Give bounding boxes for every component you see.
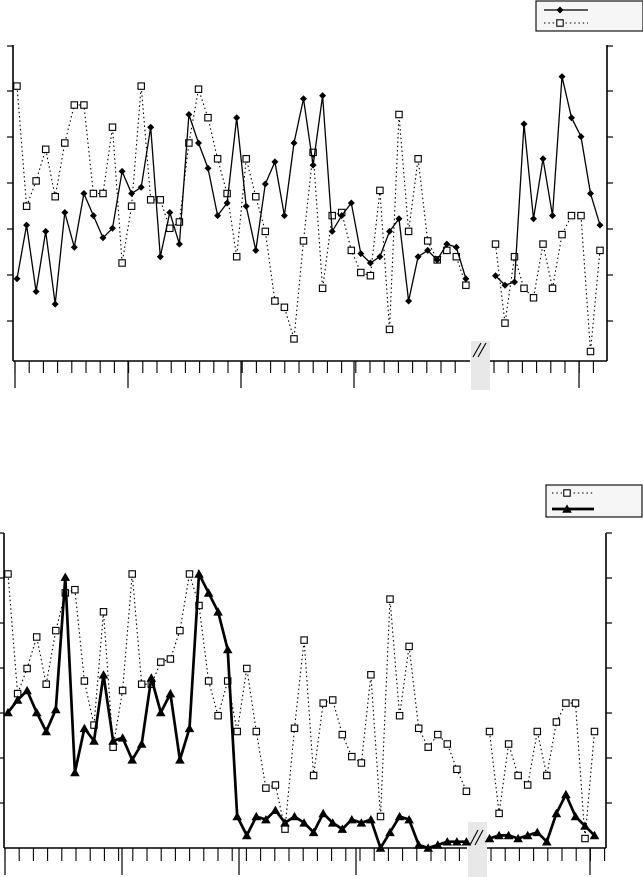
top-legend	[536, 1, 643, 31]
bottom-legend	[546, 485, 642, 517]
top-axis-break-band	[471, 341, 490, 390]
bottom-legend-box	[546, 485, 642, 517]
top-legend-box	[536, 1, 643, 31]
